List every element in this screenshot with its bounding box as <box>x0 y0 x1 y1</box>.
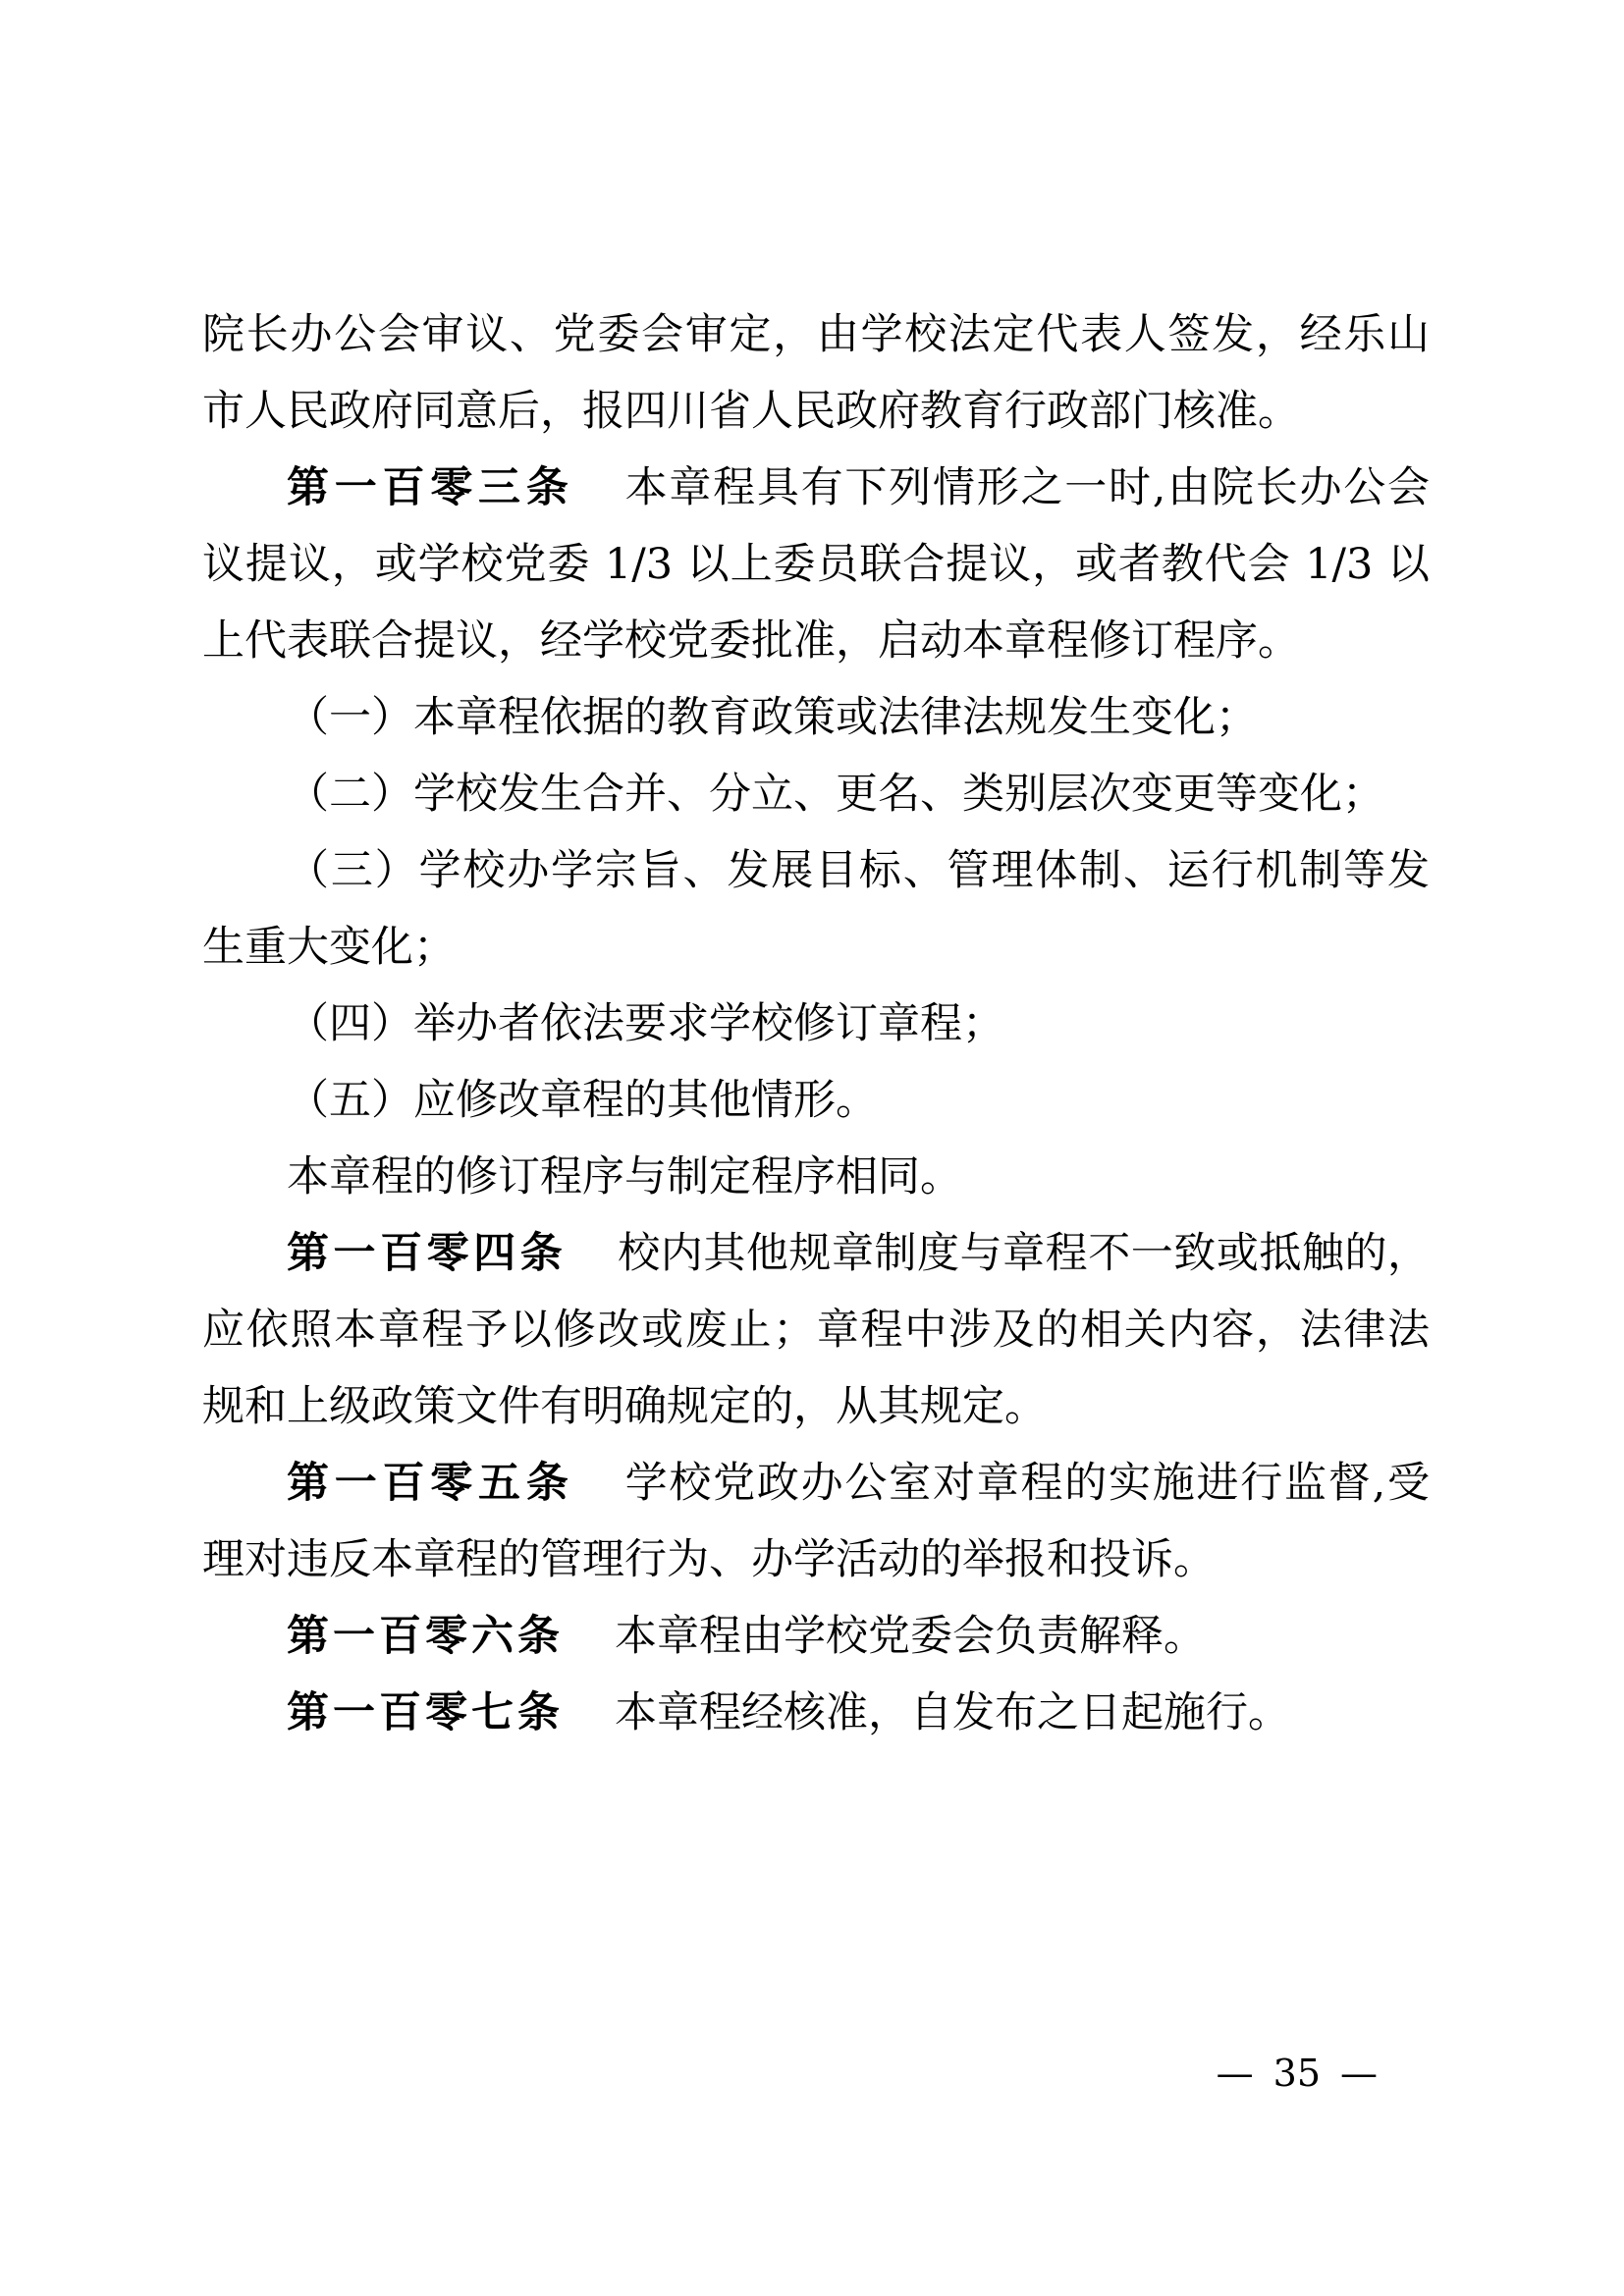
text-line <box>202 1522 1430 1598</box>
text-line <box>202 603 1430 679</box>
text-line-item-5 <box>202 1062 1430 1139</box>
text-line-item-4 <box>202 986 1430 1062</box>
line-text: （一）本章程依据的教育政策或法律法规发生变化； <box>287 693 1258 742</box>
line-text: 上代表联合提议，经学校党委批准，启动本章程修订程序。 <box>202 616 1300 666</box>
document-body <box>202 296 1430 1751</box>
line-text: 本章程的修订程序与制定程序相同。 <box>287 1152 962 1201</box>
text-line-item-2 <box>202 756 1430 832</box>
text-line-article-105 <box>202 1445 1430 1522</box>
text-line-article-103 <box>202 450 1430 526</box>
text-line-article-107 <box>202 1675 1430 1751</box>
line-text: 规和上级政策文件有明确规定的，从其规定。 <box>202 1382 1047 1431</box>
line-text: 生重大变化； <box>202 923 456 972</box>
text-line <box>202 526 1430 603</box>
line-text: 市人民政府同意后，报四川省人民政府教育行政部门核准。 <box>202 387 1300 436</box>
text-line <box>202 296 1430 373</box>
line-text: 本章程经核准，自发布之日起施行。 <box>615 1688 1290 1737</box>
line-text: （三）学校办学宗旨、发展目标、管理体制、运行机制等发 <box>287 846 1430 895</box>
line-text: （四）举办者依法要求学校修订章程； <box>287 999 1004 1048</box>
line-text: 理对违反本章程的管理行为、办学活动的举报和投诉。 <box>202 1535 1216 1584</box>
article-number: 第一百零六条 <box>287 1612 564 1661</box>
line-text: （五）应修改章程的其他情形。 <box>287 1076 878 1125</box>
line-text: 本章程具有下列情形之一时,由院长办公会 <box>624 463 1431 512</box>
text-line-article-106 <box>202 1598 1430 1675</box>
line-text: 校内其他规章制度与章程不一致或抵触的， <box>618 1229 1430 1278</box>
article-number: 第一百零七条 <box>287 1688 564 1737</box>
line-text: （二）学校发生合并、分立、更名、类别层次变更等变化； <box>287 770 1384 819</box>
text-line-article-104 <box>202 1215 1430 1292</box>
line-text: 议提议，或学校党委 1/3 以上委员联合提议，或者教代会 1/3 以 <box>202 540 1430 589</box>
text-line <box>202 1292 1430 1368</box>
page-number: 35 <box>1272 2052 1321 2095</box>
article-number: 第一百零四条 <box>287 1229 568 1278</box>
text-line-item-3 <box>202 832 1430 909</box>
article-number: 第一百零三条 <box>287 463 574 512</box>
text-line <box>202 1368 1430 1445</box>
line-text: 本章程由学校党委会负责解释。 <box>615 1612 1206 1661</box>
page-number-dash-right: — <box>1340 2052 1378 2095</box>
text-line <box>202 1139 1430 1215</box>
page-footer <box>1217 2052 1378 2095</box>
line-text: 应依照本章程予以修改或废止；章程中涉及的相关内容，法律法 <box>202 1306 1430 1355</box>
text-line-item-1 <box>202 679 1430 756</box>
line-text: 院长办公会审议、党委会审定，由学校法定代表人签发，经乐山 <box>202 310 1430 359</box>
line-text: 学校党政办公室对章程的实施进行监督,受 <box>624 1459 1431 1508</box>
page-number-dash-left: — <box>1216 2052 1254 2095</box>
text-line <box>202 909 1430 986</box>
text-line <box>202 373 1430 450</box>
article-number: 第一百零五条 <box>287 1459 574 1508</box>
